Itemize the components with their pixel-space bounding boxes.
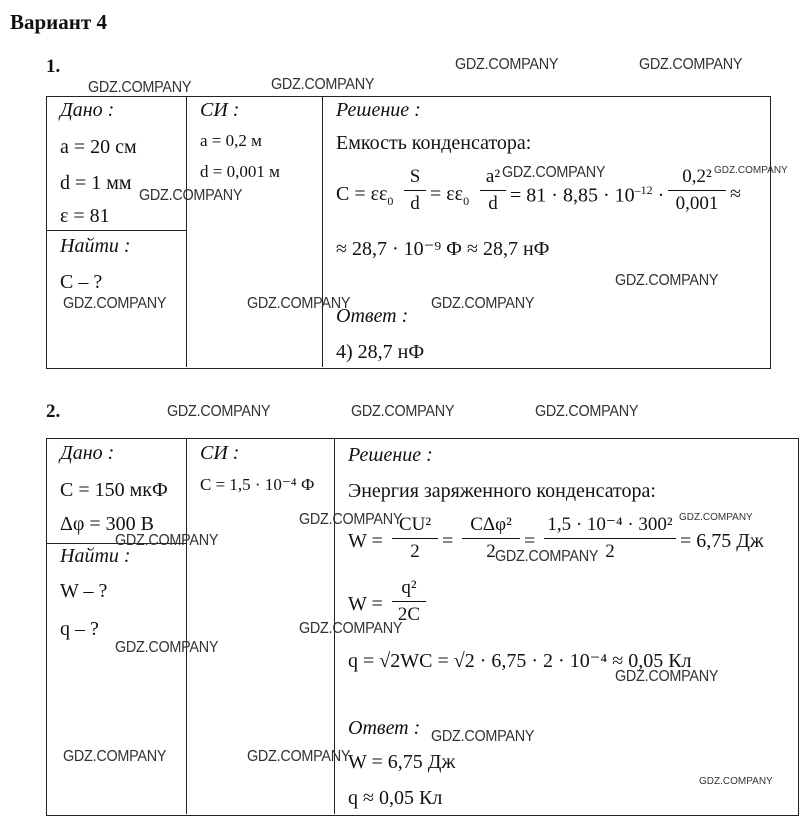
given-label: Дано : (60, 99, 115, 121)
problem-1-given-divider (46, 230, 186, 231)
watermark: GDZ.COMPANY (299, 511, 403, 528)
watermark: GDZ.COMPANY (115, 532, 219, 549)
si-label: СИ : (200, 442, 240, 464)
find-label: Найти : (60, 545, 131, 567)
watermark: GDZ.COMPANY (139, 187, 243, 204)
page-title: Вариант 4 (10, 10, 107, 34)
solution-label: Решение : (348, 444, 433, 466)
equals-2: = (524, 530, 536, 552)
result-line: ≈ 28,7 · 10⁻⁹ Ф ≈ 28,7 нФ (336, 238, 550, 260)
answer-label: Ответ : (348, 717, 421, 739)
watermark: GDZ.COMPANY (167, 403, 271, 420)
watermark: GDZ.COMPANY (63, 295, 167, 312)
find-w: W – ? (60, 580, 108, 602)
problem-2-divider-1 (186, 438, 187, 814)
fraction-a2-over-d: a² d (480, 166, 506, 215)
watermark: GDZ.COMPANY (247, 295, 351, 312)
formula-approx: ≈ (730, 183, 741, 205)
watermark: GDZ.COMPANY (714, 165, 788, 176)
formula-mid-1: = $\varepsilon\varepsilon_0$ (430, 183, 470, 208)
given-label: Дано : (60, 442, 115, 464)
watermark: GDZ.COMPANY (535, 403, 639, 420)
watermark: GDZ.COMPANY (431, 728, 535, 745)
solution-heading: Емкость конденсатора: (336, 132, 532, 154)
watermark: GDZ.COMPANY (431, 295, 535, 312)
fraction-s-over-d: S d (404, 166, 426, 215)
answer-value: 4) 28,7 нФ (336, 341, 425, 363)
watermark: GDZ.COMPANY (502, 164, 606, 181)
answer-w: W = 6,75 Дж (348, 751, 456, 773)
problem-1-divider-2 (322, 96, 323, 367)
answer-q: q ≈ 0,05 Кл (348, 787, 443, 809)
w-result: = 6,75 Дж (680, 530, 764, 552)
watermark: GDZ.COMPANY (615, 668, 719, 685)
given-c: C = 150 мкФ (60, 479, 168, 501)
fraction-value: 0,2² 0,001 (668, 166, 726, 215)
si-d: d = 0,001 м (200, 162, 280, 181)
watermark: GDZ.COMPANY (63, 748, 167, 765)
given-delta-phi: Δφ = 300 В (60, 513, 155, 535)
equals-1: = (442, 530, 454, 552)
formula-mid-2: = $81 \cdot 8,85 \cdot 10^{-12}$ · (510, 183, 665, 207)
solution-heading: Энергия заряженного конденсатора: (348, 480, 656, 502)
fraction-q2-2c: q² 2C (392, 577, 426, 626)
given-a: a = 20 см (60, 136, 137, 158)
watermark: GDZ.COMPANY (247, 748, 351, 765)
watermark: GDZ.COMPANY (455, 56, 559, 73)
fraction-cdphi2: CΔφ² 2 (462, 514, 520, 563)
w2-lhs: W = (348, 593, 383, 615)
given-epsilon: ε = 81 (60, 205, 110, 227)
watermark: GDZ.COMPANY (639, 56, 743, 73)
si-c: C = 1,5 · 10⁻⁴ Ф (200, 475, 315, 494)
si-a: a = 0,2 м (200, 131, 262, 150)
formula-lhs: $C = \varepsilon\varepsilon_0$ (336, 183, 394, 208)
given-d: d = 1 мм (60, 172, 132, 194)
watermark: GDZ.COMPANY (299, 620, 403, 637)
si-label: СИ : (200, 99, 240, 121)
fraction-cu2: CU² 2 (392, 514, 438, 563)
watermark: GDZ.COMPANY (679, 512, 753, 523)
answer-label: Ответ : (336, 305, 409, 327)
find-label: Найти : (60, 235, 131, 257)
problem-2-number: 2. (46, 401, 61, 422)
find-q: q – ? (60, 618, 99, 640)
problem-1-number: 1. (46, 56, 61, 77)
problem-1-divider-1 (186, 96, 187, 367)
solution-label: Решение : (336, 99, 421, 121)
find-c: C – ? (60, 271, 103, 293)
fraction-numeric: 1,5 · 10⁻⁴ · 300² 2 (544, 514, 676, 563)
watermark: GDZ.COMPANY (271, 76, 375, 93)
watermark: GDZ.COMPANY (495, 548, 599, 565)
watermark: GDZ.COMPANY (115, 639, 219, 656)
watermark: GDZ.COMPANY (699, 776, 773, 787)
q-line: q = √2WC = √2 · 6,75 · 2 · 10⁻⁴ ≈ 0,05 Кл (348, 650, 692, 672)
watermark: GDZ.COMPANY (615, 272, 719, 289)
watermark: GDZ.COMPANY (88, 79, 192, 96)
w-lhs: W = (348, 530, 383, 552)
watermark: GDZ.COMPANY (351, 403, 455, 420)
